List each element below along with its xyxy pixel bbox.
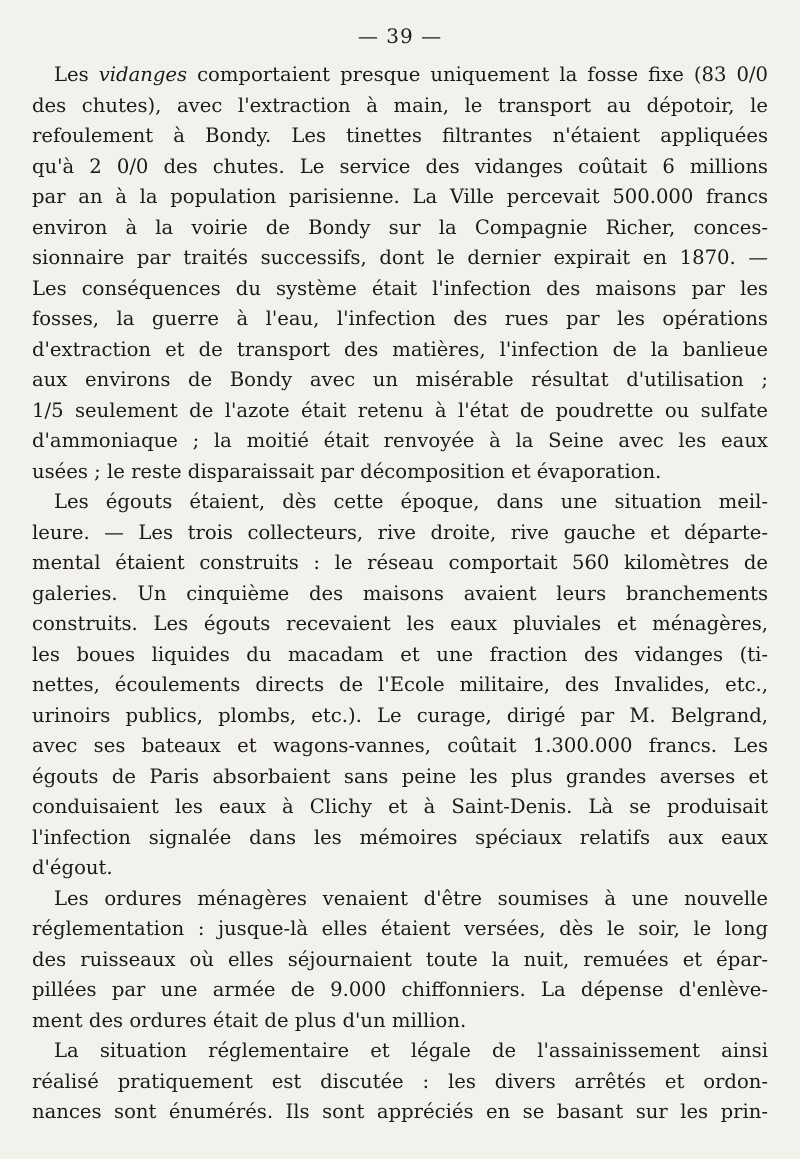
paragraph-situation — [32, 1036, 768, 1128]
text-line: fosses, la guerre à l'eau, l'infection des rues par les opérations — [32, 307, 768, 330]
text-line: leure. — Les trois collecteurs, rive droite, rive gauche et départe- — [32, 520, 768, 544]
text-line: réalisé pratiquement est discutée : les divers arrêtés et ordon- — [32, 1069, 768, 1093]
text-line: construits. Les égouts recevaient les eaux pluviales et ménagères, — [32, 612, 768, 635]
text-line: égouts de Paris absorbaient sans peine les plus grandes averses et — [32, 764, 768, 788]
paragraph-ordures — [32, 884, 768, 1037]
text-line: les boues liquides du macadam et une fraction des vidanges (ti- — [32, 642, 768, 666]
text-line: Les ordures ménagères venaient d'être soumises à une nouvelle — [54, 886, 768, 910]
text-line: environ à la voirie de Bondy sur la Compagnie Richer, conces- — [32, 215, 768, 239]
text-body — [32, 60, 768, 1128]
text-line: pillées par une armée de 9.000 chiffonniers. La dépense d'enlève- — [32, 978, 768, 1001]
text-line: par an à la population parisienne. La Ville percevait 500.000 francs — [32, 185, 768, 208]
text-line: d'égout. — [32, 856, 113, 879]
text-line: Les égouts étaient, dès cette époque, dans une situation meil- — [54, 490, 768, 513]
text-line: des chutes), avec l'extraction à main, le transport au dépotoir, le — [32, 93, 768, 117]
text-line: Les vidanges comportaient presque uniquement la fosse fixe (83 0/0 — [54, 63, 768, 86]
text-line: d'ammoniaque ; la moitié était renvoyée à la Seine avec les eaux — [32, 429, 768, 452]
text-line: usées ; le reste disparaissait par décomposition et évaporation. — [32, 459, 662, 483]
text-line: Les conséquences du système était l'infection des maisons par les — [32, 276, 768, 300]
text-line: conduisaient les eaux à Clichy et à Saint-Denis. Là se produisait — [32, 795, 768, 818]
text-line: galeries. Un cinquième des maisons avaient leurs branchements — [32, 581, 768, 605]
italic-term: vidanges — [98, 63, 188, 86]
text-line: des ruisseaux où elles séjournaient toute la nuit, remuées et épar- — [32, 947, 768, 971]
text-line: nettes, écoulements directs de l'Ecole militaire, des Invalides, etc., — [32, 673, 768, 696]
text-line: 1/5 seulement de l'azote était retenu à l'état de poudrette ou sulfate — [32, 398, 768, 422]
text-line: mental étaient construits : le réseau comportait 560 kilomètres de — [32, 551, 768, 574]
text-line: nances sont énumérés. Ils sont appréciés en se basant sur les prin- — [32, 1100, 768, 1123]
text-line: sionnaire par traités successifs, dont le dernier expirait en 1870. — — [32, 246, 768, 269]
text-line: l'infection signalée dans les mémoires spéciaux relatifs aux eaux — [32, 825, 768, 849]
text-line: réglementation : jusque-là elles étaient versées, dès le soir, le long — [32, 917, 768, 940]
text-line: urinoirs publics, plombs, etc.). Le curage, dirigé par M. Belgrand, — [32, 703, 768, 727]
text-line: avec ses bateaux et wagons-vannes, coûtait 1.300.000 francs. Les — [32, 734, 768, 757]
page-number: — 39 — — [357, 24, 443, 48]
text-line: La situation réglementaire et légale de l'assainissement ainsi — [54, 1039, 768, 1062]
text-line: refoulement à Bondy. Les tinettes filtrantes n'étaient appliquées — [32, 124, 768, 147]
text-line: ment des ordures était de plus d'un million. — [32, 1008, 467, 1032]
text-line: qu'à 2 0/0 des chutes. Le service des vidanges coûtait 6 millions — [32, 154, 768, 178]
paragraph-vidanges — [32, 60, 768, 487]
text-line: d'extraction et de transport des matières, l'infection de la banlieue — [32, 337, 768, 361]
paragraph-egouts — [32, 487, 768, 884]
text-line: aux environs de Bondy avec un misérable résultat d'utilisation ; — [32, 368, 768, 391]
